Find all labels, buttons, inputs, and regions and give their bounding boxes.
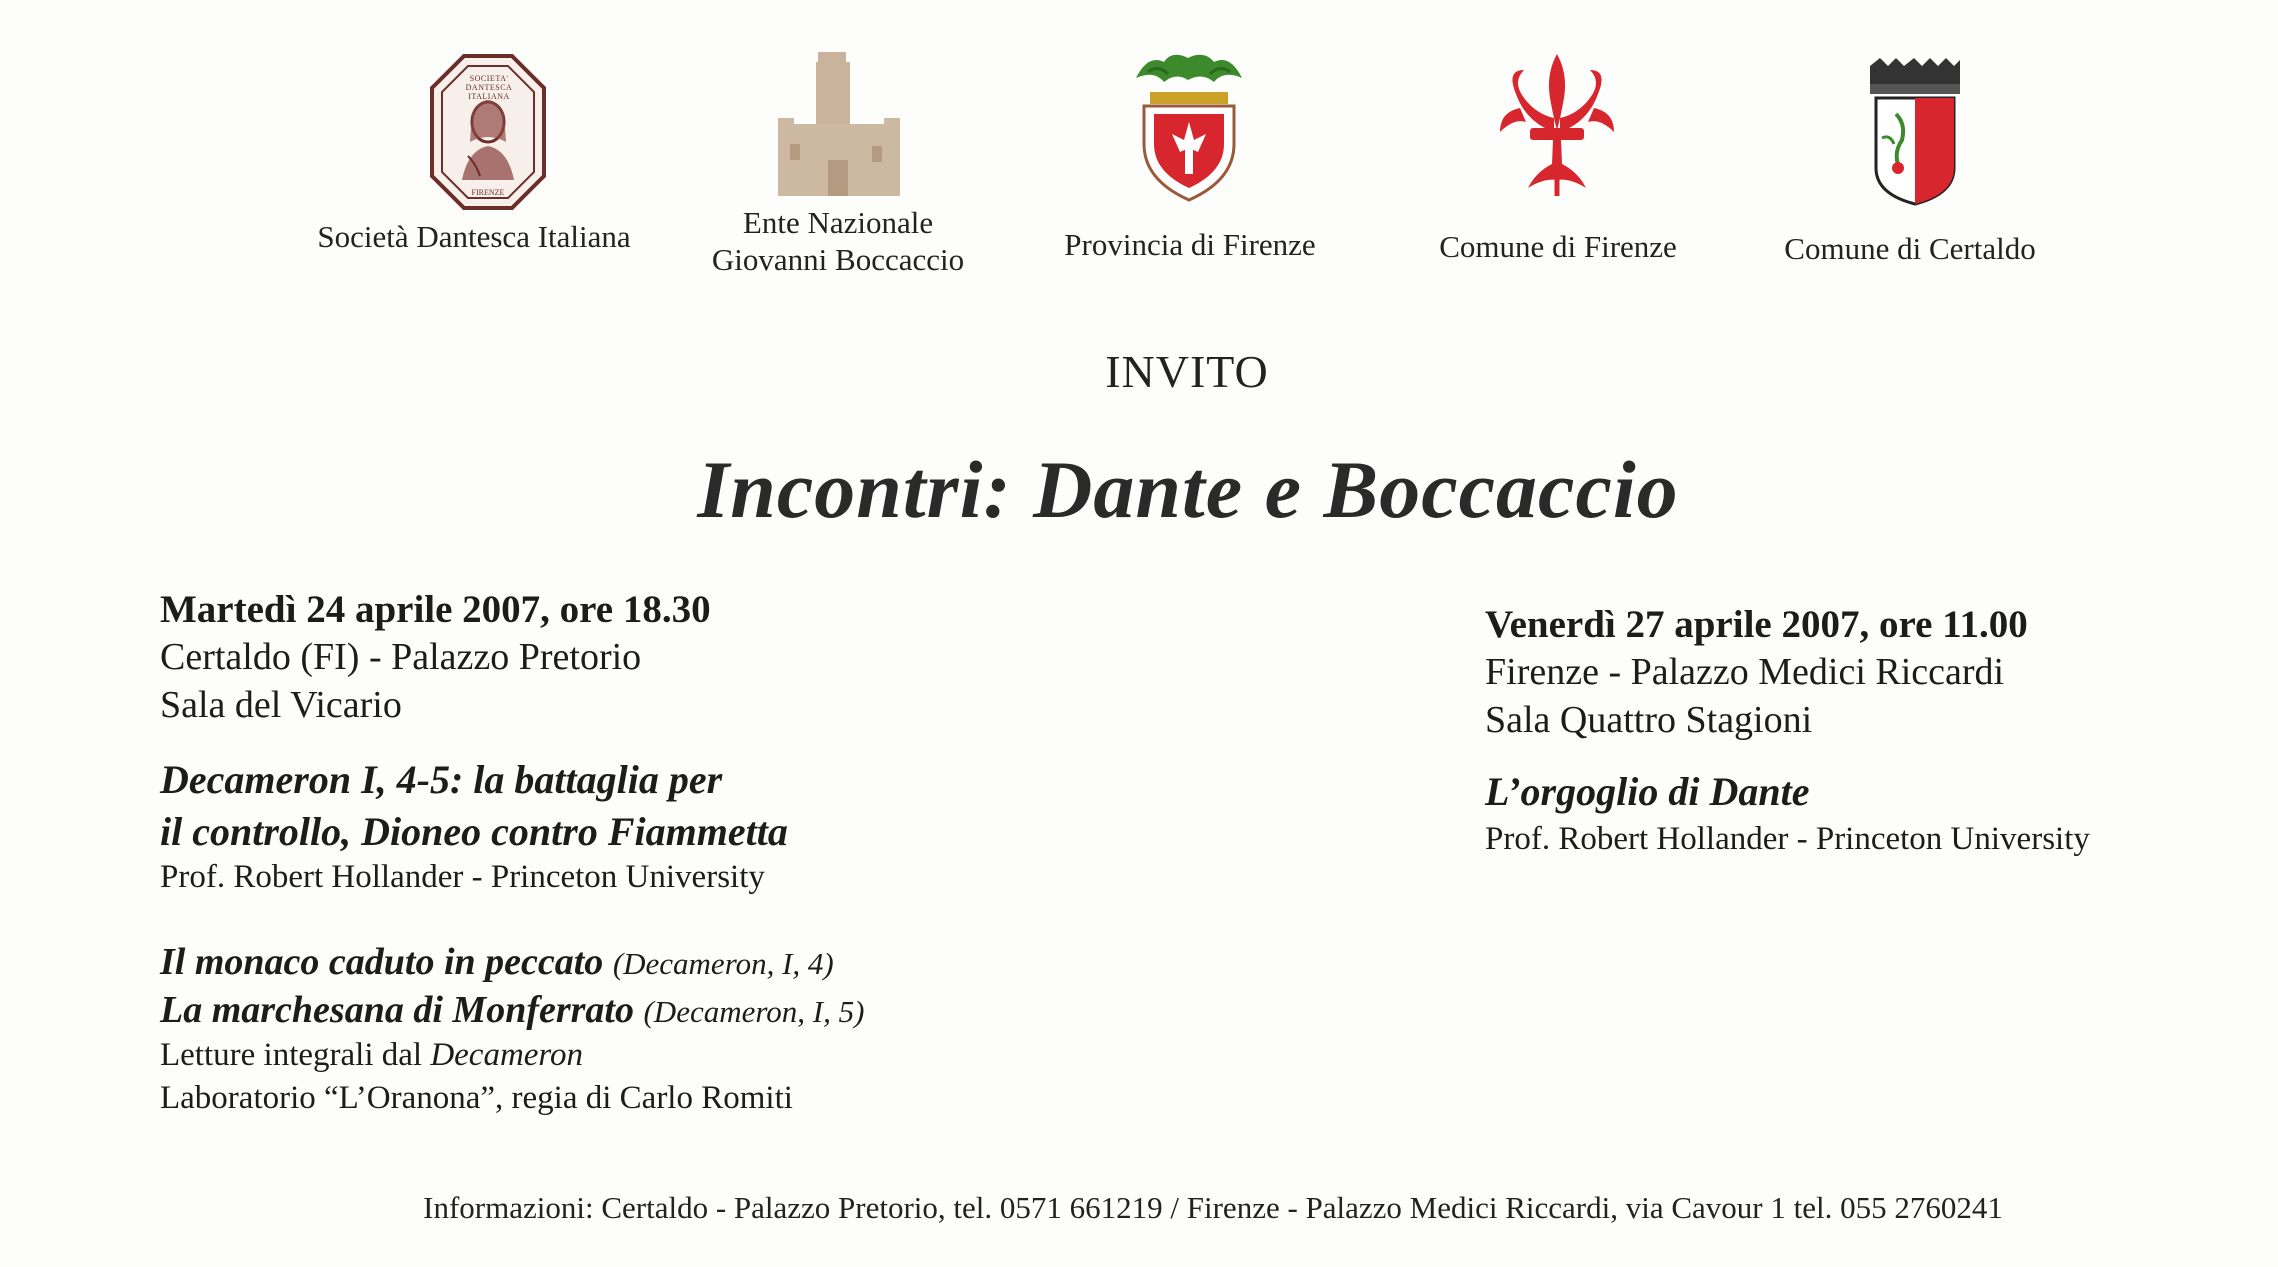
certaldo-crest-icon — [1866, 56, 1964, 206]
page-title: Incontri: Dante e Boccaccio — [697, 444, 1679, 535]
event1-place: Certaldo (FI) - Palazzo Pretorio — [160, 636, 642, 678]
event2-date: Venerdì 27 aprile 2007, ore 11.00 — [1485, 603, 2028, 646]
event1-date: Martedì 24 aprile 2007, ore 18.30 — [160, 588, 711, 631]
org-label-comune-certaldo: Comune di Certaldo — [1784, 231, 2036, 266]
event2-talk-title: L’orgoglio di Dante — [1485, 769, 1810, 814]
fleur-de-lis-icon — [1496, 52, 1618, 198]
province-shield-icon — [1128, 48, 1250, 203]
tower-icon — [776, 50, 902, 198]
invitation-heading: INVITO — [1105, 346, 1269, 397]
dante-seal-icon — [428, 52, 548, 212]
org-label-ente-line2: Giovanni Boccaccio — [711, 242, 965, 277]
event1-reading1-title: Il monaco caduto in peccato — [160, 941, 604, 983]
event1-talk-title-line2: il controllo, Dioneo contro Fiammetta — [160, 809, 788, 854]
event1-reading2-ref: (Decameron, I, 5) — [643, 994, 865, 1029]
event1-talk-title-line1: Decameron I, 4-5: la battaglia per — [160, 757, 723, 802]
event1-reading1-ref: (Decameron, I, 4) — [612, 946, 834, 981]
org-label-provincia-firenze: Provincia di Firenze — [1064, 227, 1316, 262]
event1-readings-label: Letture integrali dal — [160, 1037, 423, 1073]
event1-reading2-title: La marchesana di Monferrato — [160, 989, 634, 1031]
event1-room: Sala del Vicario — [160, 684, 402, 726]
org-label-societa-dantesca: Società Dantesca Italiana — [317, 219, 631, 254]
event1-lab-line: Laboratorio “L’Oranona”, regia di Carlo Romiti — [160, 1080, 793, 1116]
contact-info: Informazioni: Certaldo - Palazzo Pretorio, tel. 0571 661219 / Firenze - Palazzo Medici Riccardi, via Cavour 1 tel. 055 2760241 — [423, 1190, 2003, 1225]
seal-city: FIRENZE — [471, 188, 505, 197]
event1-reading1 — [160, 940, 834, 984]
org-label-ente-boccaccio — [712, 204, 964, 278]
event1-readings-work: Decameron — [430, 1037, 584, 1073]
event2-place: Firenze - Palazzo Medici Riccardi — [1485, 651, 2005, 693]
event2-speaker: Prof. Robert Hollander - Princeton University — [1485, 821, 2090, 857]
event2-room: Sala Quattro Stagioni — [1485, 699, 1813, 741]
event1-speaker: Prof. Robert Hollander - Princeton University — [160, 859, 765, 895]
seal-text: SOCIETA' DANTESCA ITALIANA — [465, 74, 513, 101]
org-label-comune-firenze: Comune di Firenze — [1439, 229, 1677, 264]
event1-readings — [160, 1037, 583, 1074]
org-label-ente-line1: Ente Nazionale — [742, 205, 934, 240]
event1-reading2 — [160, 988, 864, 1032]
